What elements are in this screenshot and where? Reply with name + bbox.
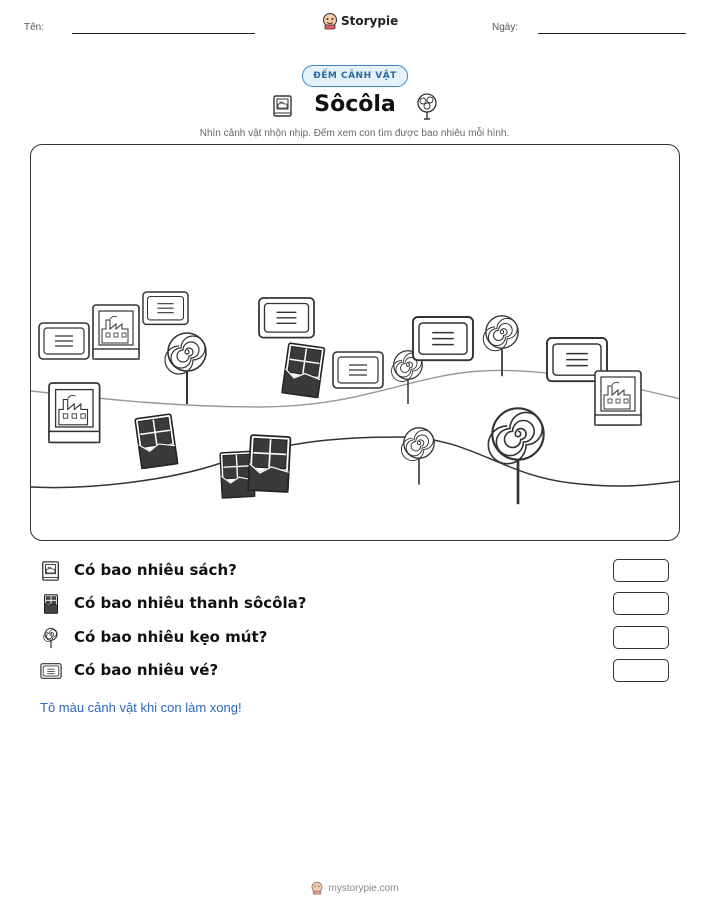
chocolate-bar-icon (40, 593, 62, 615)
counting-scene[interactable] (30, 144, 680, 541)
ticket-icon[interactable] (333, 352, 383, 388)
ticket-icon (40, 660, 62, 682)
storypie-mascot-icon (310, 881, 324, 895)
question-row-lollipops (40, 626, 680, 652)
footer-url: mystorypie.com (328, 882, 399, 894)
question-row-chocolate (40, 592, 680, 618)
question-text: Có bao nhiêu kẹo mút? (74, 628, 268, 646)
coloring-instruction: Tô màu cảnh vật khi con làm xong! (40, 700, 242, 715)
instructions: Nhìn cảnh vật nhộn nhịp. Đếm xem con tìm được bao nhiêu mỗi hình. (199, 128, 510, 139)
brand-name: Storypie (341, 14, 399, 28)
ticket-icon[interactable] (259, 298, 314, 338)
lolly-icon[interactable] (488, 408, 543, 504)
answer-box-tickets[interactable] (613, 659, 669, 682)
name-label: Tên: (24, 22, 45, 33)
question-text: Có bao nhiêu sách? (74, 561, 237, 579)
name-line[interactable] (72, 33, 255, 34)
answer-box-lollipops[interactable] (613, 626, 669, 649)
cocoa-tree-icon (413, 92, 441, 120)
ticket-icon[interactable] (143, 292, 188, 324)
lolly-icon[interactable] (165, 333, 206, 404)
question-text: Có bao nhiêu thanh sôcôla? (74, 594, 307, 612)
chocolate-bar-icon[interactable] (248, 435, 290, 492)
lolly-icon[interactable] (401, 428, 434, 485)
storypie-mascot-icon (322, 12, 338, 30)
answer-box-books[interactable] (613, 559, 669, 582)
ticket-icon[interactable] (39, 323, 89, 359)
lollipop-icon (40, 627, 62, 649)
activity-badge: ĐẾM CẢNH VẬT (302, 65, 408, 87)
chocolate-bar-icon[interactable] (282, 343, 325, 398)
scene-drawing (31, 145, 680, 541)
footer (0, 881, 709, 895)
date-line[interactable] (538, 33, 686, 34)
page-title: Sôcôla (314, 92, 396, 117)
question-text: Có bao nhiêu vé? (74, 661, 219, 679)
book-icon (271, 94, 295, 118)
chocolate-bar-icon[interactable] (135, 414, 178, 469)
date-label: Ngày: (492, 22, 519, 33)
answer-box-chocolate[interactable] (613, 592, 669, 615)
question-row-tickets (40, 659, 680, 685)
lolly-icon[interactable] (483, 316, 518, 376)
ticket-icon[interactable] (413, 317, 473, 360)
book-icon[interactable] (595, 371, 641, 425)
book-icon[interactable] (93, 305, 139, 359)
book-icon (40, 560, 62, 582)
question-row-books (40, 559, 680, 585)
book-icon[interactable] (49, 383, 100, 442)
brand-logo (322, 12, 398, 30)
